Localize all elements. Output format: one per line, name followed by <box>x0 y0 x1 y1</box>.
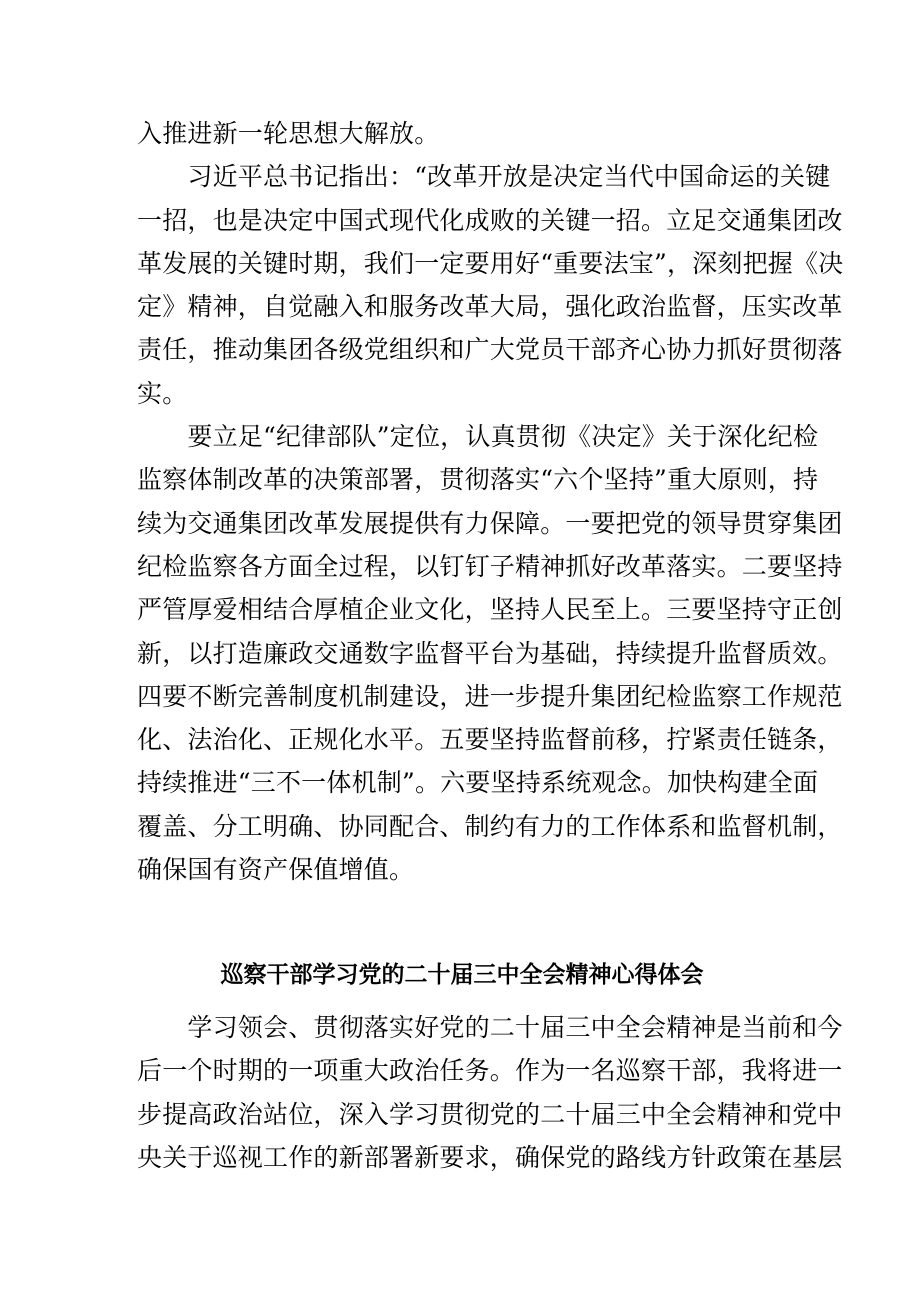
text-line: 实。 <box>137 378 188 408</box>
paragraph-discipline <box>137 415 843 891</box>
text-line: 续为交通集团改革发展提供有力保障。一要把党的领导贯穿集团 <box>137 508 843 538</box>
text-line: 持续推进“三不一体机制”。六要坚持系统观念。加快构建全面 <box>137 768 819 798</box>
text-line: 确保国有资产保值增值。 <box>137 855 415 885</box>
text-line: 纪检监察各方面全过程，以钉钉子精神抓好改革落实。二要坚持 <box>137 551 843 581</box>
text-line: 责任，推动集团各级党组织和广大党员干部齐心协力抓好贯彻落 <box>137 335 843 365</box>
paragraph-quote <box>137 155 844 415</box>
text-line: 习近平总书记指出：“改革开放是决定当代中国命运的关键 <box>137 162 831 192</box>
text-line: 入推进新一轮思想大解放。 <box>137 119 440 148</box>
text-line: 覆盖、分工明确、协同配合、制约有力的工作体系和监督机制， <box>137 811 843 841</box>
text-line: 学习领会、贯彻落实好党的二十届三中全会精神是当前和今 <box>137 1012 843 1042</box>
text-line: 央关于巡视工作的新部署新要求，确保党的路线方针政策在基层 <box>137 1142 843 1172</box>
text-line: 监察体制改革的决策部署，贯彻落实“六个坚持”重大原则，持 <box>137 465 819 495</box>
text-line: 要立足“纪律部队”定位，认真贯彻《决定》关于深化纪检 <box>137 422 819 452</box>
text-line: 严管厚爱相结合厚植企业文化，坚持人民至上。三要坚持守正创 <box>137 595 843 625</box>
paragraph-inspection <box>137 1006 843 1179</box>
text-line: 后一个时期的一项重大政治任务。作为一名巡察干部，我将进一 <box>137 1056 843 1086</box>
text-line: 一招，也是决定中国式现代化成败的关键一招。立足交通集团改 <box>137 205 843 235</box>
text-line: 定》精神，自觉融入和服务改革大局，强化政治监督，压实改革 <box>137 292 843 322</box>
paragraph-gap <box>137 891 787 934</box>
text-line: 化、法治化、正规化水平。五要坚持监督前移，拧紧责任链条， <box>137 725 843 755</box>
text-line: 四要不断完善制度机制建设，进一步提升集团纪检监察工作规范 <box>137 681 843 711</box>
section-heading: 巡察干部学习党的二十届三中全会精神心得体会 <box>220 960 704 988</box>
paragraph-continuation <box>137 112 787 155</box>
document-page <box>137 112 844 1179</box>
text-line: 步提高政治站位，深入学习贯彻党的二十届三中全会精神和党中 <box>137 1099 843 1129</box>
text-line: 革发展的关键时期，我们一定要用好“重要法宝”，深刻把握《决 <box>137 248 844 278</box>
text-line: 新，以打造廉政交通数字监督平台为基础，持续提升监督质效。 <box>137 638 843 668</box>
